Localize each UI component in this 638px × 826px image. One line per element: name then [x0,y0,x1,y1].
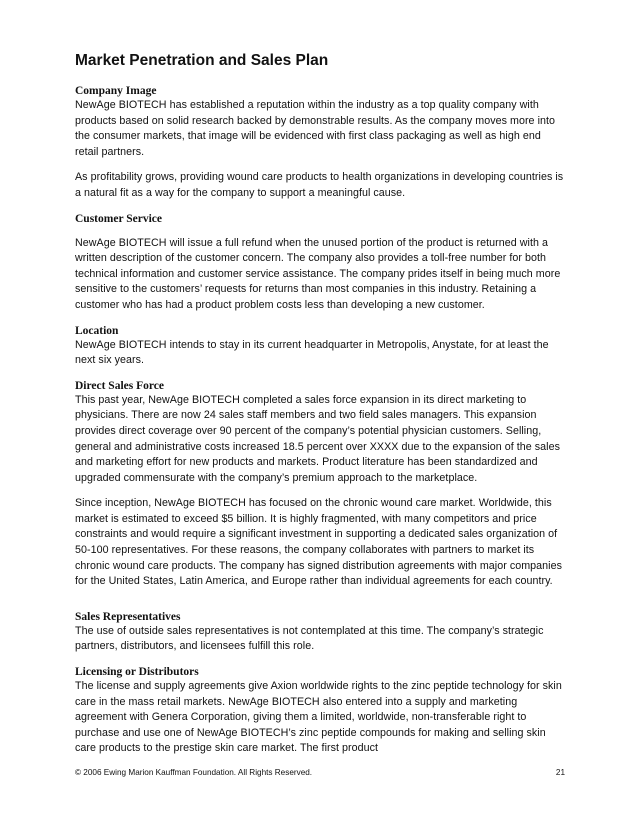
company-image-paragraph-2: As profitability grows, providing wound care products to health organizations in developing countries is a natural fit as a way for the company to support a meaningful cause. [75,171,564,199]
direct-sales-heading: Direct Sales Force [75,379,164,392]
document-page [75,52,565,757]
direct-sales-paragraph-1: This past year, NewAge BIOTECH completed a sales force expansion in its direct marketing to physicians. There are now 24 sales staff members and two field sales managers. This expansion provides direct coverage over 90 percent of the company’s potential physician customers. Selling, general and administrative costs increased 18.5 percent over XXXX due to the expansion of the sales and marketing effort for new products and markets. Product literature has been standardized and upgraded commensurate with the company’s premium approach to the marketplace. [75,393,560,484]
company-image-heading: Company Image [75,85,157,97]
customer-service-paragraph: NewAge BIOTECH will issue a full refund when the unused portion of the product is returned with a written description of the customer concern. The company also provides a toll-free number for both technical information and customer service assistance. The company prides itself in being much more sensitive to the customers’ requests for returns than most companies in this industry. Retaining a customer who has had a product problem costs less than developing a new customer. [75,236,561,311]
page-title: Market Penetration and Sales Plan [75,52,329,69]
company-image-paragraph-1: NewAge BIOTECH has established a reputation within the industry as a top quality company with products based on solid research backed by demonstrable results. As the company moves more into the consumer markets, that image will be evidenced with first class packaging as well as high end retail partners. [75,99,555,158]
direct-sales-paragraph-2: Since inception, NewAge BIOTECH has focused on the chronic wound care market. Worldwide, this market is estimated to exceed $5 billion. It is highly fragmented, with many competitors and price constraints and would require a significant investment in supporting a dedicated sales organization of 50-100 representatives. For these reasons, the company collaborates with partners to market its chronic wound care products. The company has signed distribution agreements with major companies for the United States, Latin America, and Europe rather than individual agreements for each country. [75,497,562,588]
page-footer [75,768,565,778]
location-heading: Location [75,324,119,337]
location-paragraph: NewAge BIOTECH intends to stay in its current headquarter in Metropolis, Anystate, for at least the next six years. [75,338,549,367]
licensing-heading: Licensing or Distributors [75,666,199,679]
sales-reps-paragraph: The use of outside sales representatives is not contemplated at this time. The company’s strategic partners, distributors, and licensees fulfill this role. [75,624,544,653]
copyright-notice: © 2006 Ewing Marion Kauffman Foundation. All Rights Reserved. [75,768,313,777]
licensing-paragraph: The license and supply agreements give Axion worldwide rights to the zinc peptide technology for skin care in the mass retail markets. NewAge BIOTECH also entered into a supply and marketing agreement with Genera Corporation, giving them a limited, worldwide, non-transferable right to purchase and use one of NewAge BIOTECH’s zinc peptide compounds for making and selling skin care products to the prestige skin care market. The first product [75,680,562,755]
customer-service-heading: Customer Service [75,212,162,225]
sales-reps-heading: Sales Representatives [75,610,181,623]
page-number: 21 [555,768,565,777]
